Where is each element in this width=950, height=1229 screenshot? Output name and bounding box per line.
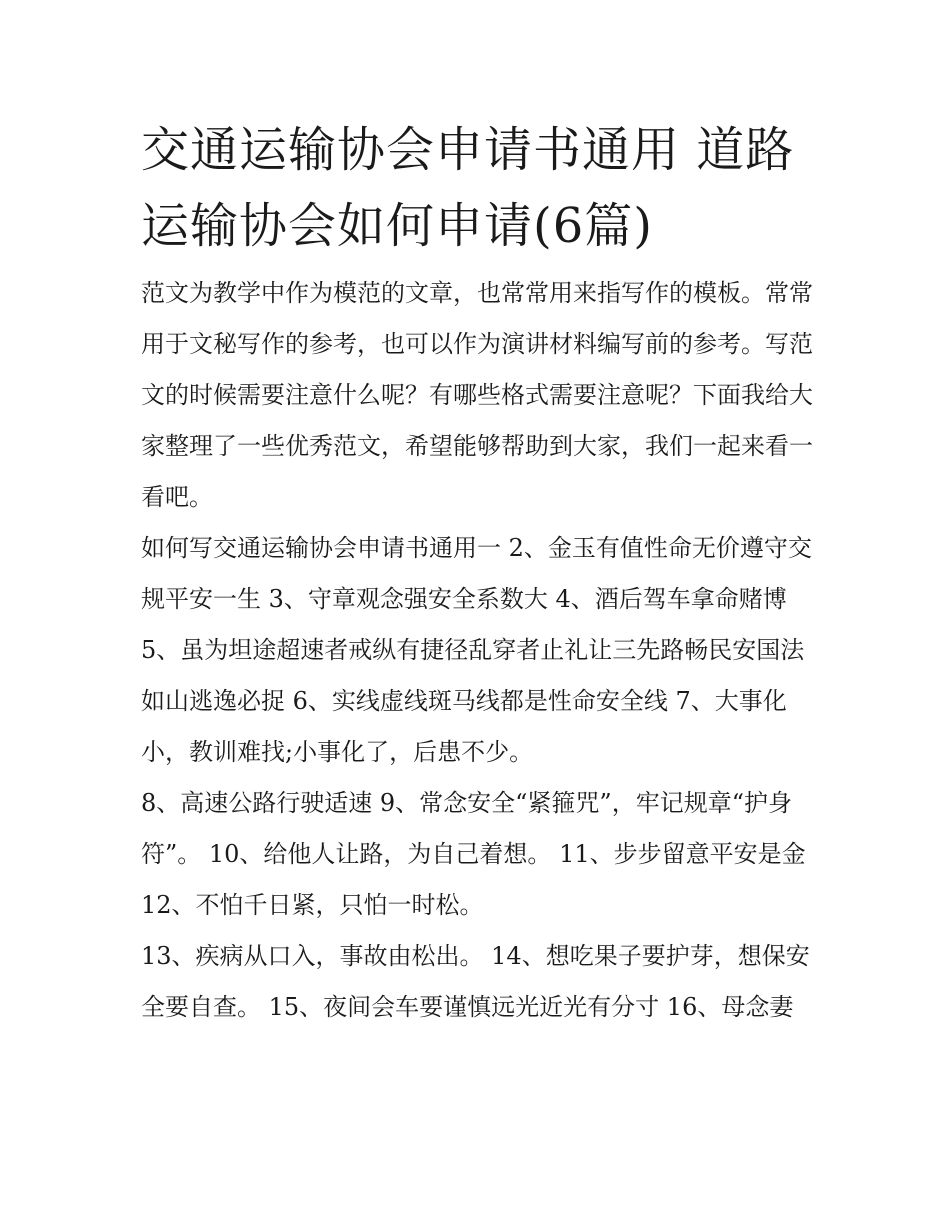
body-paragraph-1: 如何写交通运输协会申请书通用一 2、金玉有值性命无价遵守交规平安一生 3、守章观念强安全系数大 4、酒后驾车拿命赌博: [141, 534, 812, 613]
document-title: 交通运输协会申请书通用 道路运输协会如何申请(6篇): [141, 122, 795, 254]
body-paragraph-3: 8、高速公路行驶适速 9、常念安全“紧箍咒”，牢记规章“护身符”。 10、给他人让路，为自己着想。 11、步步留意平安是金 12、不怕千日紧，只怕一时松。: [141, 789, 806, 919]
body-paragraph-4: 13、疾病从口入，事故由松出。 14、想吃果子要护芽，想保安全要自查。 15、夜间会车要谨慎远光近光有分寸 16、母念妻: [141, 942, 810, 1021]
intro-paragraph: 范文为教学中作为模范的文章，也常常用来指写作的模板。常常用于文秘写作的参考，也可以作为演讲材料编写前的参考。写范文的时候需要注意什么呢？有哪些格式需要注意呢？下面我给大家整理了一些优秀范文，希望能够帮助到大家，我们一起来看一看吧。: [141, 279, 813, 511]
body-paragraph-2: 5、虽为坦途超速者戒纵有捷径乱穿者止礼让三先路畅民安国法如山逃逸必捉 6、实线虚线斑马线都是性命安全线 7、大事化小，教训难找;小事化了，后患不少。: [141, 636, 805, 766]
document-page: [141, 112, 813, 1033]
